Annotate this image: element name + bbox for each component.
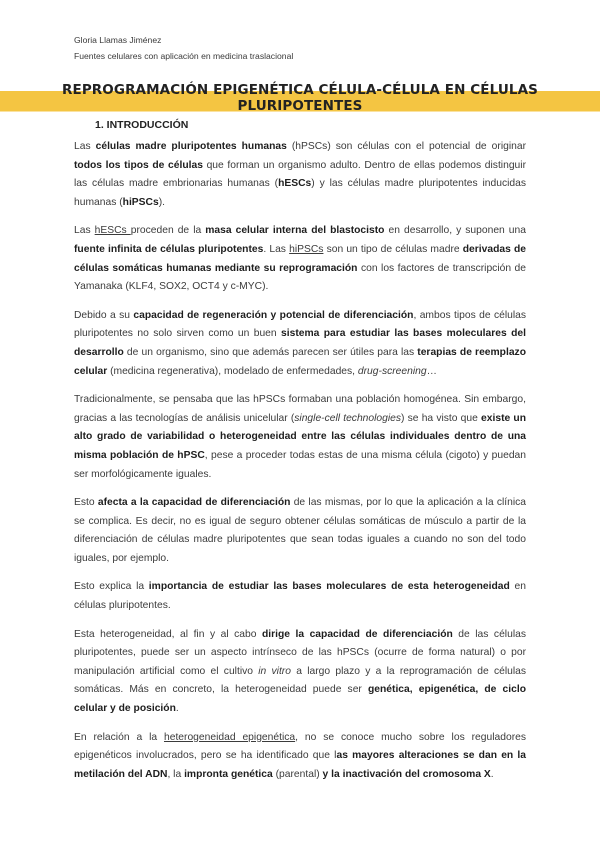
text: En relación a la: [74, 731, 164, 743]
text: …: [426, 365, 437, 377]
paragraph-6: [74, 578, 526, 615]
text: , la: [167, 768, 185, 780]
text: de las mismas, por lo que la aplicación a la clínica se complica. Es decir, no es igual de seguro obtener células somáticas de músculo a partir de la diferenciación de células madre pluripotentes que sean todas iguales a cuando no son del todo iguales, por ejemplo.: [74, 497, 527, 564]
bold-text: derivadas de células somáticas humanas mediante su reprogramación: [74, 243, 527, 274]
text: son un tipo de células madre: [323, 243, 463, 255]
text: ).: [158, 196, 166, 208]
text: en células pluripotentes.: [74, 581, 526, 612]
underlined-text: heterogeneidad epigenética: [163, 731, 296, 743]
bold-text: fuente infinita de células pluripotentes: [74, 243, 264, 255]
paragraph-3: [74, 307, 526, 381]
text: Esto explica la: [74, 581, 149, 593]
paragraph-5: [74, 494, 526, 568]
italic-text: single-cell technologies: [294, 412, 402, 424]
bold-text: hiPSCs: [122, 196, 159, 208]
text: .: [490, 768, 494, 780]
text: de las células pluripotentes, puede ser un aspecto intrínseco de las hPSCs (ocurre de forma natural) o por manipulación artificial como el cultivo: [74, 628, 526, 677]
text: ) se ha visto que: [401, 412, 482, 424]
paragraph-1: [74, 138, 526, 212]
document-title: REPROGRAMACIÓN EPIGENÉTICA CÉLULA-CÉLULA EN CÉLULAS PLURIPOTENTES: [0, 82, 600, 114]
bold-text: afecta a la capacidad de diferenciación: [97, 497, 291, 509]
paragraph-8: [74, 729, 526, 785]
text: con los factores de transcripción de Yamanaka (KLF4, SOX2, OCT4 y c-MYC).: [74, 262, 526, 293]
text: proceden de la: [130, 225, 206, 237]
text: de un organismo, sino que además parecen ser útiles para las: [123, 346, 418, 358]
bold-text: masa celular interna del blastocisto: [205, 225, 385, 237]
text: Tradicionalmente, se pensaba que las hPSCs formaban una población homogénea. Sin embargo, gracias a las tecnologías de análisis unicelular (: [74, 394, 526, 424]
text: que forman un organismo adulto. Dentro de ellas podemos distinguir las células madre embrionarias humanas (: [74, 159, 526, 190]
text: Las: [74, 141, 96, 152]
bold-text: capacidad de regeneración y potencial de diferenciación: [133, 309, 414, 321]
course-name: Fuentes celulares con aplicación en medicina traslacional: [74, 51, 294, 61]
page-header: [74, 32, 293, 64]
text: (medicina regenerativa), modelado de enfermedades,: [107, 365, 358, 377]
text: , ambos tipos de células pluripotentes no solo sirven como un buen: [74, 309, 526, 340]
text: Las: [74, 225, 95, 237]
text: a largo plazo y a la reprogramación de células somáticas. Más en concreto, la heterogeneidad puede ser: [74, 665, 527, 696]
bold-text: hESCs: [278, 178, 312, 190]
paragraph-7: [74, 626, 526, 719]
text: (parental): [272, 768, 323, 780]
document-body: [74, 138, 526, 794]
bold-text: dirige la capacidad de diferenciación: [261, 628, 453, 640]
text: .: [175, 703, 179, 715]
author-name: Gloria Llamas Jiménez: [74, 35, 162, 45]
bold-text: genética, epigenética, de ciclo celular y de posición: [74, 684, 526, 715]
text: Debido a su: [74, 309, 134, 321]
bold-text: todos los tipos de células: [74, 159, 203, 171]
bold-text: impronta genética: [184, 768, 273, 780]
text: , pese a proceder todas estas de una misma célula (cigoto) y puedan ser morfológicamente iguales.: [74, 449, 527, 480]
italic-text: drug-screening: [357, 365, 427, 377]
bold-text: sistema para estudiar las bases moleculares del desarrollo: [74, 328, 526, 358]
section-heading: 1. INTRODUCCIÓN: [95, 119, 189, 131]
text: en desarrollo, y suponen una: [384, 225, 526, 237]
bold-text: existe un alto grado de variabilidad o heterogeneidad entre las células individuales dentro de una misma población de hPSC: [74, 412, 526, 461]
bold-text: terapias de reemplazo celular: [74, 346, 526, 377]
text: (hPSCs) son células con el potencial de originar: [286, 141, 526, 152]
text: Esta heterogeneidad, al fin y al cabo: [74, 628, 262, 640]
bold-text: as mayores alteraciones se dan en la metilación del ADN: [74, 750, 527, 780]
text: ) y las células madre pluripotentes inducidas humanas (: [74, 178, 526, 208]
text: , no se conoce mucho sobre los reguladores epigenéticos involucrados, pero se ha identificado que l: [74, 731, 526, 762]
italic-text: in vitro: [258, 665, 291, 677]
bold-text: importancia de estudiar las bases moleculares de esta heterogeneidad: [148, 581, 510, 593]
text: . Las: [263, 243, 290, 255]
bold-text: células madre pluripotentes humanas: [95, 141, 287, 152]
paragraph-4: [74, 391, 526, 484]
underlined-text: hESCs: [94, 225, 131, 237]
underlined-text: hiPSCs: [289, 243, 324, 255]
bold-text: y la inactivación del cromosoma X: [322, 768, 491, 780]
title-container: [0, 82, 600, 115]
text: Esto: [74, 497, 98, 509]
paragraph-2: [74, 222, 526, 296]
